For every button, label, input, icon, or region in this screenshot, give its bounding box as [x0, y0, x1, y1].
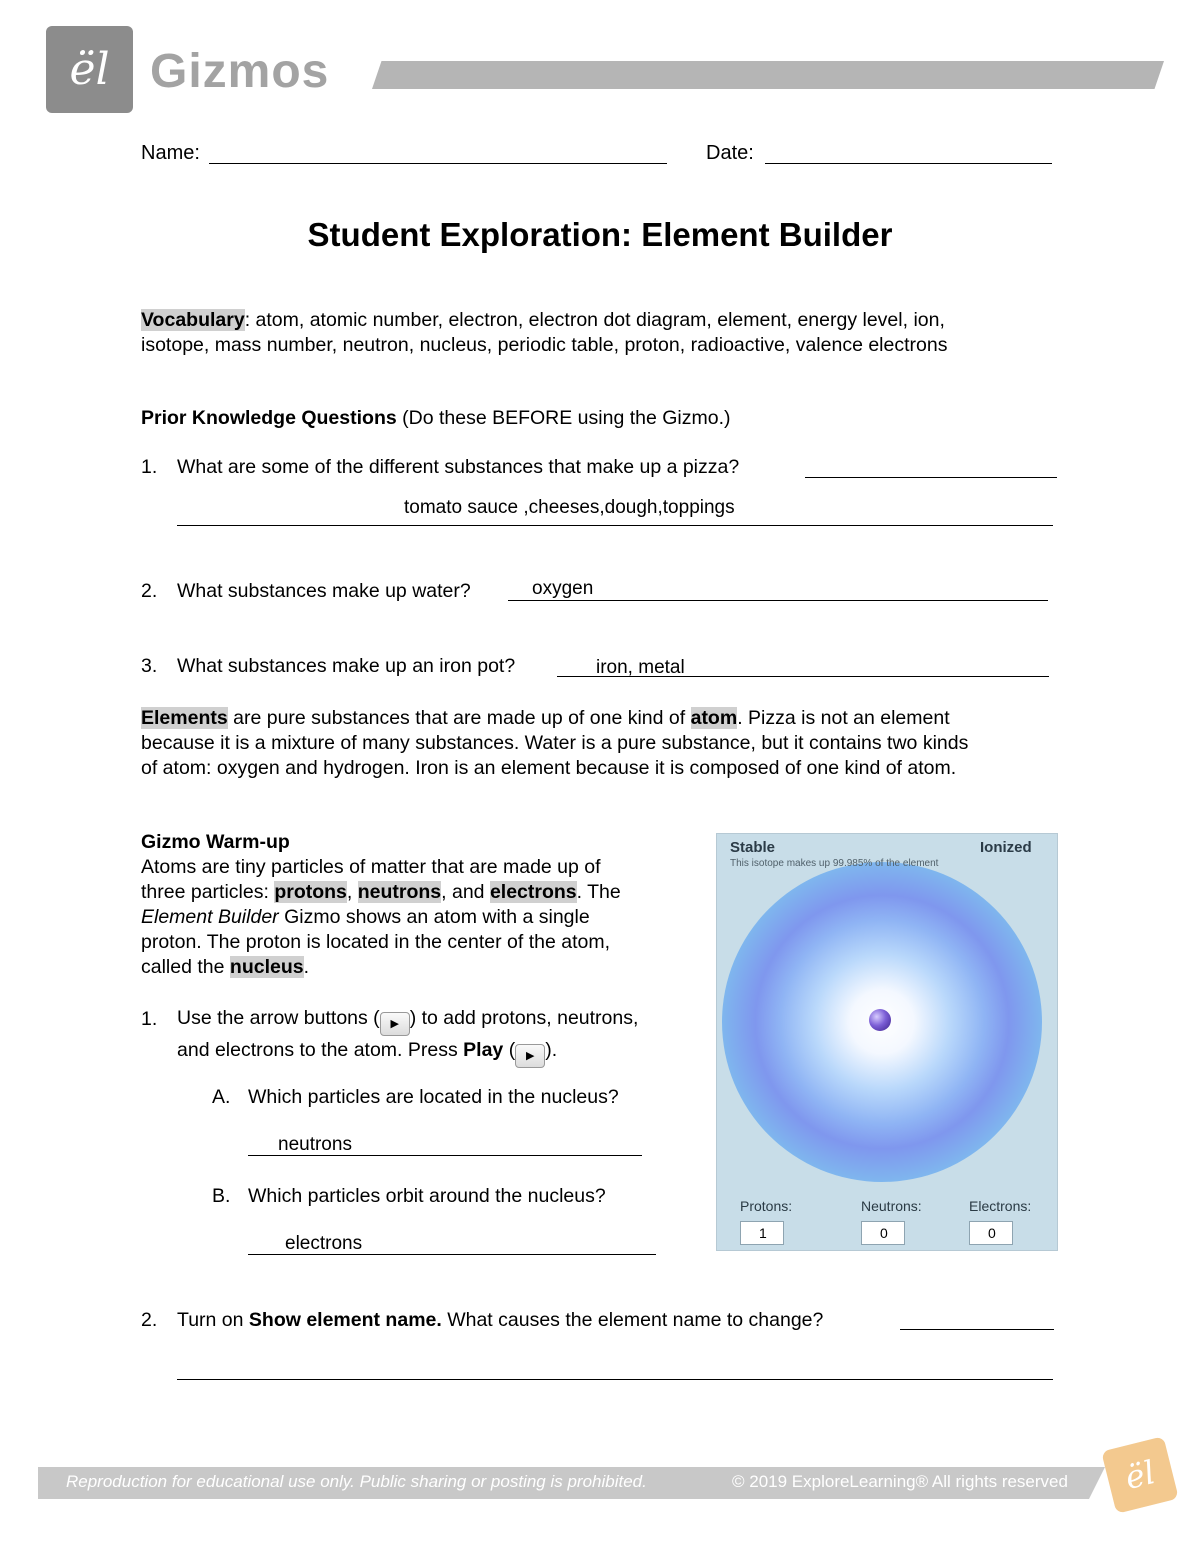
protons-label: Protons:	[740, 1198, 793, 1214]
warmup-question-1	[177, 1004, 697, 1068]
name-label: Name:	[141, 142, 200, 164]
answer-line[interactable]	[248, 1155, 642, 1156]
date-label: Date:	[706, 142, 754, 164]
question-text: ) to add protons, neutrons,	[409, 1007, 639, 1029]
paragraph-text: . Pizza is not an element	[737, 707, 950, 729]
paragraph-text: Atoms are tiny particles of matter that are made up of	[141, 856, 601, 878]
question-text: and electrons to the atom. Press	[177, 1039, 464, 1061]
question-text: What substances make up water?	[177, 580, 471, 602]
play-button-icon: ▶	[515, 1044, 545, 1068]
question-number: 1.	[141, 1008, 158, 1030]
answer-text[interactable]: oxygen	[532, 578, 594, 599]
question-number: 2.	[141, 580, 158, 602]
neutrons-count: 0	[861, 1221, 905, 1245]
footer-logo: ël	[1101, 1436, 1179, 1514]
electrons-label: Electrons:	[969, 1198, 1032, 1214]
neutrons-label: Neutrons:	[861, 1198, 922, 1214]
protons-count: 1	[740, 1221, 784, 1245]
prior-note: (Do these BEFORE using the Gizmo.)	[396, 407, 731, 429]
paragraph-text: are pure substances that are made up of one kind of	[227, 707, 691, 729]
paragraph-text: because it is a mixture of many substances. Water is a pure substance, but it contains two kinds	[141, 732, 969, 754]
ionized-label: Ionized	[980, 839, 1032, 856]
gizmo-name: Element Builder	[141, 906, 279, 928]
date-field[interactable]	[765, 163, 1052, 164]
paragraph-text: proton. The proton is located in the center of the atom,	[141, 931, 611, 953]
answer-line[interactable]	[900, 1329, 1054, 1330]
question-text: Turn on	[177, 1309, 249, 1331]
warmup-paragraph	[141, 830, 701, 980]
term-nucleus: nucleus	[229, 956, 304, 978]
term-protons: protons	[274, 881, 347, 903]
question-text: Use the arrow buttons (	[177, 1007, 380, 1029]
vocabulary-paragraph	[141, 308, 1071, 358]
paragraph-text: .	[303, 956, 310, 978]
show-element-name-term: Show element name.	[248, 1309, 442, 1331]
term-atom: atom	[690, 707, 738, 729]
answer-line[interactable]	[508, 600, 1048, 601]
term-elements: Elements	[141, 707, 228, 729]
play-term: Play	[463, 1039, 504, 1061]
paragraph-text: ,	[346, 881, 358, 903]
header-bar	[372, 61, 1164, 89]
arrow-button-icon: ▶	[380, 1012, 410, 1036]
answer-text[interactable]: iron, metal	[596, 657, 685, 678]
paragraph-text: three particles:	[141, 881, 275, 903]
warmup-heading: Gizmo Warm-up	[141, 831, 290, 853]
answer-line[interactable]	[248, 1254, 656, 1255]
answer-line[interactable]	[177, 1379, 1053, 1380]
answer-line[interactable]	[805, 477, 1057, 478]
stable-label: Stable	[730, 839, 776, 856]
question-text: Which particles orbit around the nucleus?	[248, 1185, 606, 1207]
term-electrons: electrons	[489, 881, 577, 903]
question-number: 3.	[141, 655, 158, 677]
question-number: 1.	[141, 456, 158, 478]
vocabulary-colon: :	[244, 309, 251, 331]
question-number: 2.	[141, 1309, 158, 1331]
answer-text[interactable]: neutrons	[278, 1134, 352, 1155]
answer-line[interactable]	[177, 525, 1053, 526]
warmup-question-2	[177, 1309, 823, 1332]
footer-copyright: © 2019 ExploreLearning® All rights reserved	[732, 1472, 1068, 1491]
footer-notice: Reproduction for educational use only. Public sharing or posting is prohibited.	[66, 1472, 647, 1491]
question-text: ).	[545, 1039, 558, 1061]
term-neutrons: neutrons	[357, 881, 442, 903]
name-field[interactable]	[209, 163, 667, 164]
explorelearning-logo: ël	[46, 26, 133, 113]
prior-heading-line	[141, 406, 1071, 431]
question-text: What causes the element name to change?	[441, 1309, 824, 1331]
question-text: What are some of the different substances that make up a pizza?	[177, 456, 740, 478]
paragraph-text: . The	[576, 881, 621, 903]
gizmos-brand: Gizmos	[150, 45, 330, 98]
vocabulary-label: Vocabulary	[141, 309, 245, 331]
paragraph-text: , and	[441, 881, 490, 903]
elements-paragraph	[141, 706, 1081, 781]
prior-heading: Prior Knowledge Questions	[141, 407, 397, 429]
vocabulary-line1: atom, atomic number, electron, electron dot diagram, element, energy level, ion,	[250, 309, 945, 331]
answer-text[interactable]: tomato sauce ,cheeses,dough,toppings	[404, 497, 735, 518]
question-text: Which particles are located in the nucleus?	[248, 1086, 619, 1108]
question-text: (	[503, 1039, 516, 1061]
question-text: What substances make up an iron pot?	[177, 655, 516, 677]
paragraph-text: called the	[141, 956, 230, 978]
paragraph-text: Gizmo shows an atom with a single	[278, 906, 590, 928]
answer-text[interactable]: electrons	[285, 1233, 363, 1254]
paragraph-text: of atom: oxygen and hydrogen. Iron is an element because it is composed of one kind of atom.	[141, 757, 957, 779]
isotope-note: This isotope makes up 99.985% of the element	[730, 858, 939, 869]
electrons-count: 0	[969, 1221, 1013, 1245]
vocabulary-line2: isotope, mass number, neutron, nucleus, periodic table, proton, radioactive, valence electrons	[141, 334, 948, 356]
page-title: Student Exploration: Element Builder	[307, 216, 893, 253]
nucleus-proton	[869, 1009, 891, 1031]
question-letter: A.	[212, 1086, 231, 1108]
question-letter: B.	[212, 1185, 231, 1207]
answer-line[interactable]	[557, 676, 1049, 677]
